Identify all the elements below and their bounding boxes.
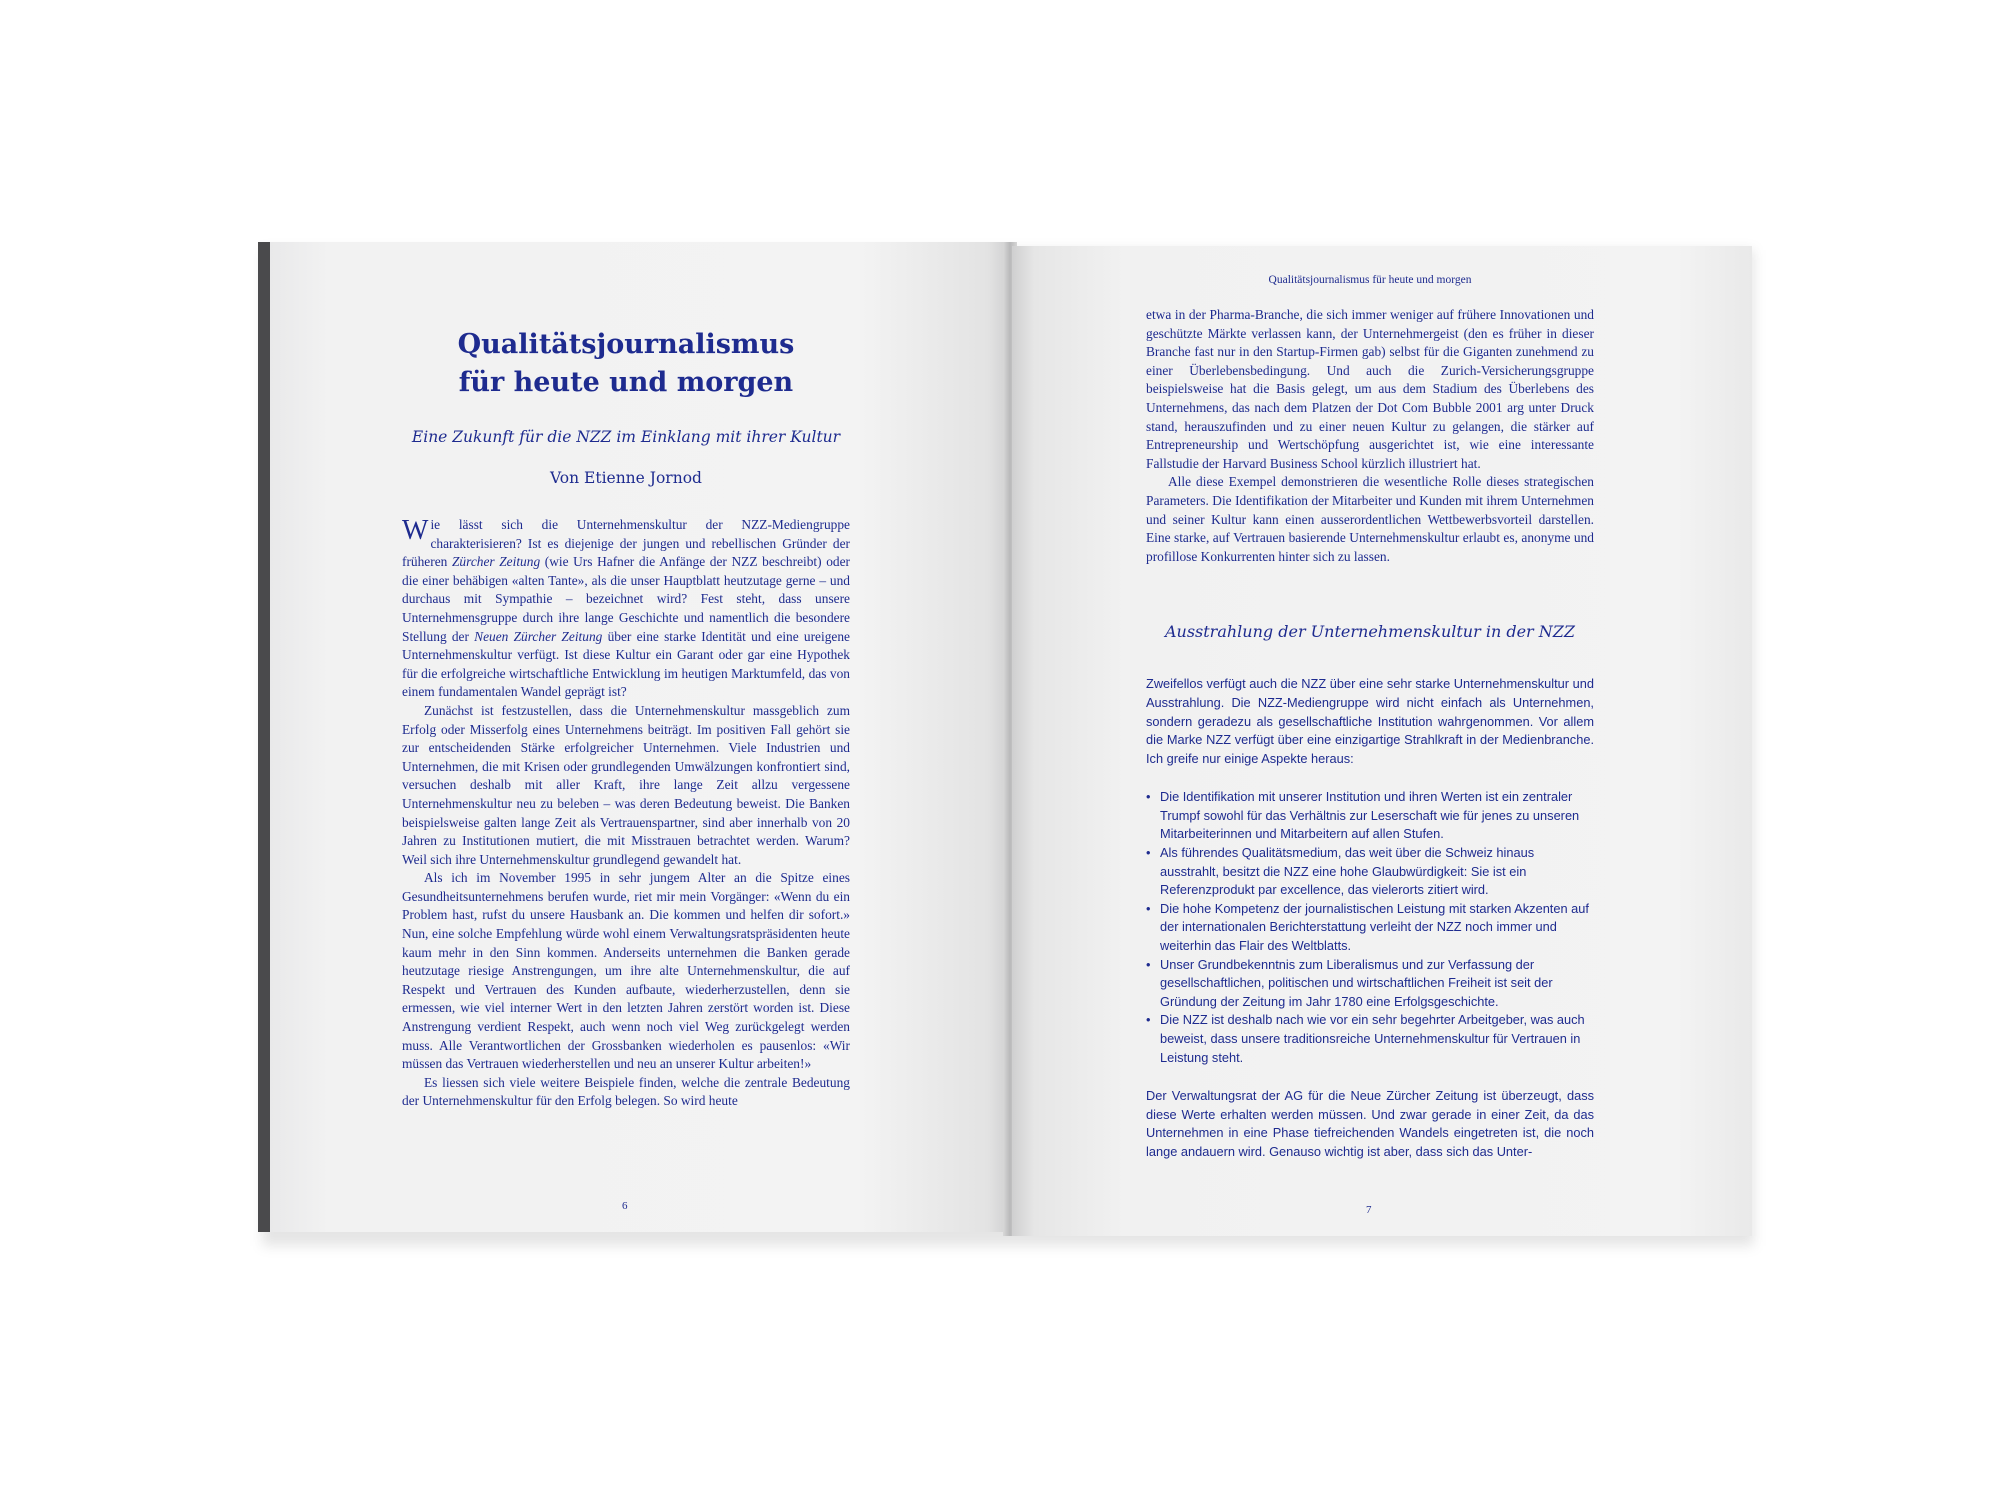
bullet-dot: • (1146, 956, 1151, 972)
open-book (258, 242, 1752, 1240)
right-paragraph-2: Alle diese Exempel demonstrieren die wesentliche Rolle dieses strategischen Parameters. Die Identifikation der Mitarbeiter und Kunden mit ihrem Unternehmen und seiner Kultur kann einen ausserordentlichen Wettbewerbsvorteil darstellen. Eine starke, auf Vertrauen basierende Unternehmenskultur erlaubt es, anonyme und profillose Konkurrenten hinter sich zu lassen. (1146, 474, 1594, 564)
left-body-text (402, 516, 850, 1111)
p1-part-c: über eine starke Identität und eine ureigene Unternehmenskultur verfügt. Ist diese Kultur ein Garant oder gar eine Hypothek für die erfolgreiche wirtschaftliche Entwicklung im heutigen Marktumfeld, das von einem fundamentalen Wandel geprägt ist? (402, 628, 850, 700)
bullet-text: Die hohe Kompetenz der journalistischen Leistung mit starken Akzenten auf der internationalen Berichterstattung verleiht der NZZ noch immer und weiterhin das Flair des Weltblatts. (1160, 900, 1589, 954)
bullet-item (1146, 1011, 1594, 1067)
page-number-right: 7 (1366, 1204, 1372, 1216)
right-body-text (1146, 306, 1594, 566)
paragraph-4: Es liessen sich viele weitere Beispiele finden, welche die zentrale Bedeutung der Unternehmenskultur für den Erfolg belegen. So wird heute (402, 1074, 850, 1109)
author-byline: Von Etienne Jornod (550, 469, 702, 487)
bullet-dot: • (1146, 1012, 1151, 1028)
bullet-text: Als führendes Qualitätsmedium, das weit über die Schweiz hinaus ausstrahlt, besitzt die NZZ eine hohe Glaubwürdigkeit: Sie ist ein Referenzprodukt par excellence, das vielerorts zitiert wird. (1160, 845, 1535, 898)
bullet-item (1146, 788, 1594, 844)
bullet-list (1146, 788, 1594, 1067)
p1-emphasis-1: Zürcher Zeitung (451, 554, 541, 570)
bullet-text: Die Identifikation mit unserer Institution und ihren Werten ist ein zentraler Trumpf sowohl für das Verhältnis zur Leserschaft wie für jenes zu unseren Mitarbeiterinnen und Mitarbeitern auf allen Stufen. (1160, 789, 1580, 842)
bullet-dot: • (1146, 789, 1151, 805)
right-column (1146, 306, 1594, 1162)
paragraph-1 (402, 516, 850, 702)
bullet-dot: • (1146, 845, 1151, 861)
bullet-item (1146, 956, 1594, 1012)
right-paragraph-3: Zweifellos verfügt auch die NZZ über eine sehr starke Unternehmenskultur und Ausstrahlung. Die NZZ-Mediengruppe wird nicht einfach als Unternehmen, sondern geradezu als gesellschaftliche Institution wahrgenommen. Vor allem die Marke NZZ verfügt über eine einzigartige Strahlkraft in der Medienbranche. Ich greife nur einige Aspekte heraus: (1146, 676, 1594, 766)
article-subtitle: Eine Zukunft für die NZZ im Einklang mit ihrer Kultur (411, 428, 841, 446)
bullet-item (1146, 844, 1594, 900)
p1-part-a: ie lässt sich die Unternehmenskultur der NZZ-Mediengruppe charakterisieren? Ist es diejenige der jungen und rebellischen Gründer der früheren (402, 517, 850, 570)
right-paragraph-1: etwa in der Pharma-Branche, die sich immer weniger auf frühere Innovationen und geschützte Märkte verlassen kann, der Unternehmergeist (den es früher in dieser Branche fast nur in den Startup-Firmen gab) selbst für die Giganten zunehmend zu einer Überlebensbedingung. Und auch die Zurich-Versicherungsgruppe beispielsweise hat die Basis gelegt, um aus dem Stadium des Überlebens des Unternehmens, das nach dem Platzen der Dot Com Bubble 2001 arg unter Druck stand, herauszufinden und zu einer neuen Kultur zu gelangen, die stärker auf Entrepreneurship und Wertschöpfung ausgerichtet ist, wie eine interessante Fallstudie der Harvard Business School kürzlich illustriert hat. (1146, 307, 1594, 471)
p1-part-b: (wie Urs Hafner die Anfänge der NZZ beschreibt) oder die einer behäbigen «alten Tante», als die unser Hauptblatt heutzutage gerne – und durchaus mit Sympathie – bezeichnet wird? Fest steht, dass unsere Unternehmensgruppe durch ihre lange Geschichte und namentlich die besondere Stellung der (402, 554, 851, 644)
bullet-dot: • (1146, 900, 1151, 916)
paragraph-3: Als ich im November 1995 in sehr jungem Alter an die Spitze eines Gesundheitsunternehmens berufen wurde, riet mir mein Vorgänger: «Wenn du ein Problem hast, rufst du unsere Hausbank an. Die kommen und helfen dir sofort.» Nun, eine solche Empfehlung würde wohl einem Verwaltungsratspräsidenten heute kaum mehr in den Sinn kommen. Anderseits unternehmen die Banken gerade heutzutage riesige Anstrengungen, um ihre alte Unternehmenskultur, die auf Respekt und Vertrauen des Kunden aufbaute, wiederherzustellen, denn sie ermessen, wie viel interner Wert in den letzten Jahren zerstört worden ist. Diese Anstrengung verdient Respekt, auch wenn noch viel Weg zurückgelegt werden muss. Alle Verantwortlichen der Grossbanken wiederholen es pausenlos: «Wir müssen das Vertrauen wiederherstellen und neu an unserer Kultur arbeiten!» (402, 870, 850, 1072)
bullet-text: Unser Grundbekenntnis zum Liberalismus und zur Verfassung der gesellschaftlichen, politischen und wirtschaftlichen Freiheit ist seit der Gründung der Zeitung im Jahr 1780 eine Erfolgsgeschichte. (1160, 956, 1553, 1009)
left-page (258, 242, 1010, 1232)
paragraph-2: Zunächst ist festzustellen, dass die Unternehmenskultur massgeblich zum Erfolg oder Misserfolg eines Unternehmens beiträgt. Im positiven Fall gehört sie zur entscheidenden Stärke erfolgreicher Unternehmen. Viele Industrien und Unternehmen, die mit Krisen oder grundlegenden Umwälzungen konfrontiert sind, versuchen deshalb mit aller Kraft, ihre lange Zeit allzu vergessene Unternehmenskultur neu zu beleben – was deren Bedeutung beweist. Die Banken beispielsweise galten lange Zeit als Vertrauenspartner, sind aber innerhalb von 20 Jahren zu Institutionen mutiert, die mit Misstrauen betrachtet werden. Warum? Weil sich ihre Unternehmenskultur grundlegend gewandelt hat. (402, 702, 850, 867)
drop-cap: W (402, 515, 429, 546)
sans-body-text (1146, 675, 1594, 1161)
bullet-item (1146, 900, 1594, 956)
page-number-left: 6 (622, 1200, 628, 1212)
title-line-1: Qualitätsjournalismus (457, 329, 795, 360)
title-line-2: für heute und morgen (458, 367, 794, 398)
right-paragraph-4: Der Verwaltungsrat der AG für die Neue Zürcher Zeitung ist überzeugt, dass diese Werte erhalten werden müssen. Und zwar gerade in einer Zeit, da das Unternehmen in eine Phase tiefreichenden Wandels eingetreten ist, die noch lange andauern wird. Genauso wichtig ist aber, dass sich das Unter- (1146, 1088, 1594, 1159)
running-head: Qualitätsjournalismus für heute und morgen (1268, 274, 1472, 286)
p1-emphasis-2: Neuen Zürcher Zeitung (474, 628, 603, 644)
section-heading: Ausstrahlung der Unternehmenskultur in der NZZ (1164, 622, 1576, 642)
article-title (402, 326, 850, 402)
bullet-text: Die NZZ ist deshalb nach wie vor ein sehr begehrter Arbeitgeber, was auch beweist, dass unsere traditionsreiche Unternehmenskultur für Vertrauen in Leistung steht. (1160, 1012, 1585, 1065)
right-page (1012, 246, 1752, 1236)
